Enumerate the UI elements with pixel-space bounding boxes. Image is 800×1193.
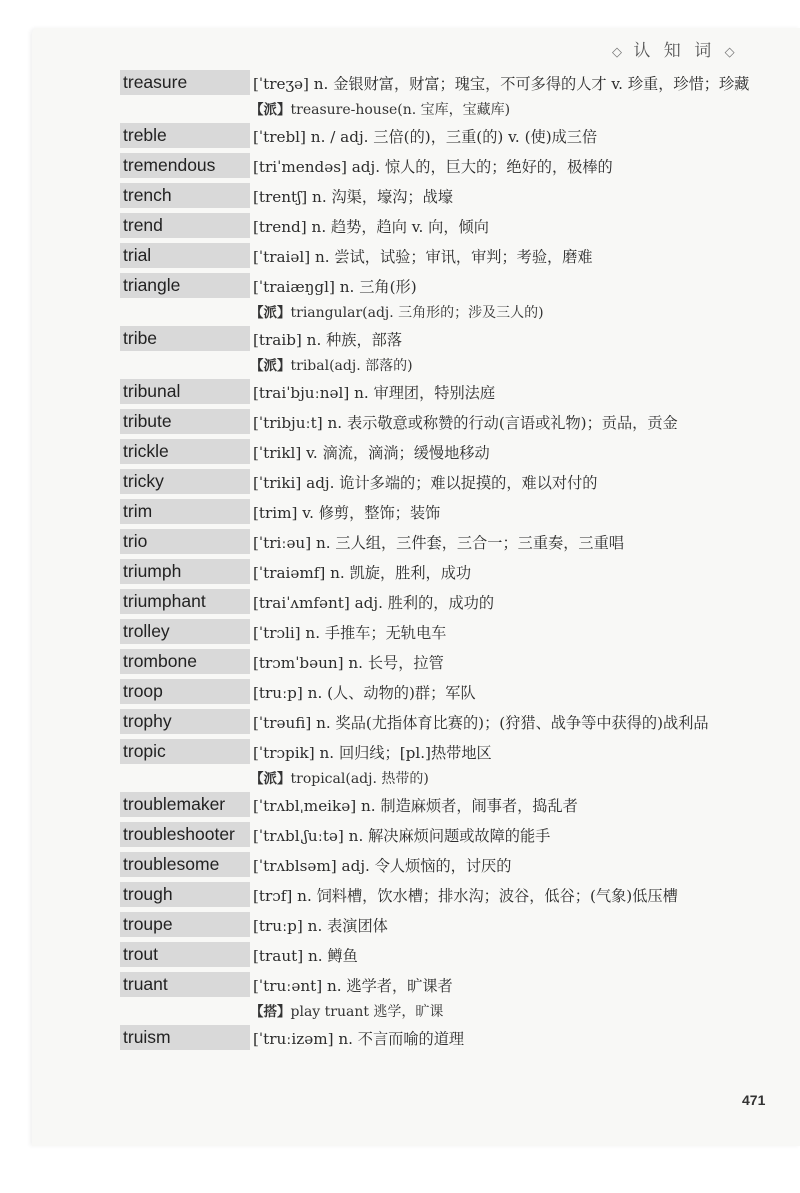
entry-definition: [ˈtriki] adj. 诡计多端的；难以捉摸的，难以对付的 [253,474,598,492]
entry-row [120,469,756,496]
entry-definition: [ˈtrʌblˌmeikə] n. 制造麻烦者，闹事者，捣乱者 [253,797,578,815]
entry-headword: trial [120,243,250,268]
entry-row [120,972,756,999]
entry-row [120,822,756,849]
entry-definition: [ˈtraiəl] n. 尝试，试验；审讯，审判；考验，磨难 [253,248,593,266]
entry-definition: [truːp] n. (人、动物的)群；军队 [253,684,476,702]
entry-definition: [ˈtriːəu] n. 三人组，三件套，三合一；三重奏，三重唱 [253,534,624,552]
entry-row [120,273,756,300]
note-tag: 【派】 [250,358,291,374]
entry-definition: [ˈtrʌblˌʃuːtə] n. 解决麻烦问题或故障的能手 [253,827,551,845]
note-text: triangular(adj. 三角形的；涉及三人的) [290,305,544,321]
entry-definition: [ˈtrikl] v. 滴流，滴淌；缓慢地移动 [253,444,490,462]
page-header [612,36,737,61]
diamond-icon: ◇ [612,45,624,60]
entry-note [120,97,756,123]
entry-headword: tremendous [120,153,250,178]
entry-row [120,1025,756,1052]
entry-note [120,999,756,1025]
note-text: tropical(adj. 热带的) [290,771,429,787]
entry-headword: treasure [120,70,250,95]
entry-definition: [trend] n. 趋势，趋向 v. 向，倾向 [253,218,489,236]
entry-row [120,589,756,616]
entry-row [120,243,756,270]
entry-definition: [trim] v. 修剪，整饰；装饰 [253,504,441,522]
entry-headword: triumph [120,559,250,584]
entry-definition: [ˈtraiəmf] n. 凯旋，胜利，成功 [253,564,472,582]
entry-headword: truism [120,1025,250,1050]
entry-note [120,300,756,326]
entry-definition: [traib] n. 种族，部落 [253,331,403,349]
entry-headword: tropic [120,739,250,764]
entry-headword: trough [120,882,250,907]
note-text: tribal(adj. 部落的) [290,358,413,374]
entry-headword: tribute [120,409,250,434]
entry-row [120,942,756,969]
entry-headword: troublemaker [120,792,250,817]
entry-headword: trolley [120,619,250,644]
entry-row [120,379,756,406]
entry-row [120,912,756,939]
entry-row [120,326,756,353]
entry-row [120,153,756,180]
entry-definition: [trɔmˈbəun] n. 长号，拉管 [253,654,444,672]
entry-definition: [ˈtribjuːt] n. 表示敬意或称赞的行动(言语或礼物)；贡品，贡金 [253,414,678,432]
note-tag: 【派】 [250,102,291,118]
note-text: treasure-house(n. 宝库，宝藏库) [290,102,511,118]
entry-definition: [ˈtruːizəm] n. 不言而喻的道理 [253,1030,465,1048]
entry-headword: trophy [120,709,250,734]
entry-row [120,439,756,466]
entry-definition: [truːp] n. 表演团体 [253,917,388,935]
entry-headword: triangle [120,273,250,298]
entry-row [120,529,756,556]
entry-definition: [trentʃ] n. 沟渠，壕沟；战壕 [253,188,453,206]
entry-row [120,709,756,736]
entry-headword: troublesome [120,852,250,877]
entry-headword: truant [120,972,250,997]
entry-headword: trench [120,183,250,208]
entry-definition: [ˈtrəufi] n. 奖品(尤指体育比赛的)；(狩猎、战争等中获得的)战利品 [253,714,709,732]
entry-row [120,123,756,150]
note-tag: 【派】 [250,771,291,787]
page-number: 471 [742,1092,766,1108]
entry-headword: troubleshooter [120,822,250,847]
entry-note [120,353,756,379]
entry-row [120,213,756,240]
row-gap [120,1052,756,1055]
entry-headword: trickle [120,439,250,464]
entry-headword: tricky [120,469,250,494]
entry-row [120,882,756,909]
entry-row [120,183,756,210]
diamond-icon: ◇ [724,45,737,60]
entry-note [120,766,756,792]
entry-definition: [ˈtrɔli] n. 手推车；无轨电车 [253,624,447,642]
entry-row [120,679,756,706]
entry-row [120,792,756,819]
entry-definition: [ˈtreʒə] n. 金银财富，财富；瑰宝，不可多得的人才 v. 珍重，珍惜；珍藏 [253,75,750,93]
note-text: play truant 逃学，旷课 [290,1004,444,1020]
entry-definition: [ˈtrɔpik] n. 回归线；[pl.]热带地区 [253,744,492,762]
entry-headword: trombone [120,649,250,674]
section-title: 认 知 词 [633,41,716,61]
entry-row [120,852,756,879]
entry-row [120,559,756,586]
entry-definition: [traiˈbjuːnəl] n. 审理团，特别法庭 [253,384,496,402]
entry-headword: treble [120,123,250,148]
note-tag: 【搭】 [250,1004,291,1020]
vocabulary-list [120,70,756,1055]
entry-definition: [traut] n. 鳟鱼 [253,947,358,965]
entry-definition: [triˈmendəs] adj. 惊人的，巨大的；绝好的，极棒的 [253,158,613,176]
entry-row [120,739,756,766]
entry-definition: [ˈtraiæŋgl] n. 三角(形) [253,278,417,296]
entry-row [120,649,756,676]
entry-definition: [ˈtrʌblsəm] adj. 令人烦恼的，讨厌的 [253,857,512,875]
entry-row [120,619,756,646]
entry-headword: troupe [120,912,250,937]
entry-definition: [ˈtruːənt] n. 逃学者，旷课者 [253,977,453,995]
entry-definition: [ˈtrebl] n. / adj. 三倍(的)，三重(的) v. (使)成三倍 [253,128,598,146]
entry-definition: [traiˈʌmfənt] adj. 胜利的，成功的 [253,594,495,612]
entry-headword: trio [120,529,250,554]
entry-row [120,409,756,436]
entry-headword: trout [120,942,250,967]
entry-row [120,70,756,97]
entry-headword: trend [120,213,250,238]
entry-headword: tribunal [120,379,250,404]
entry-row [120,499,756,526]
entry-headword: trim [120,499,250,524]
entry-headword: tribe [120,326,250,351]
entry-headword: triumphant [120,589,250,614]
entry-definition: [trɔf] n. 饲料槽，饮水槽；排水沟；波谷，低谷；(气象)低压槽 [253,887,678,905]
note-tag: 【派】 [250,305,291,321]
entry-headword: troop [120,679,250,704]
